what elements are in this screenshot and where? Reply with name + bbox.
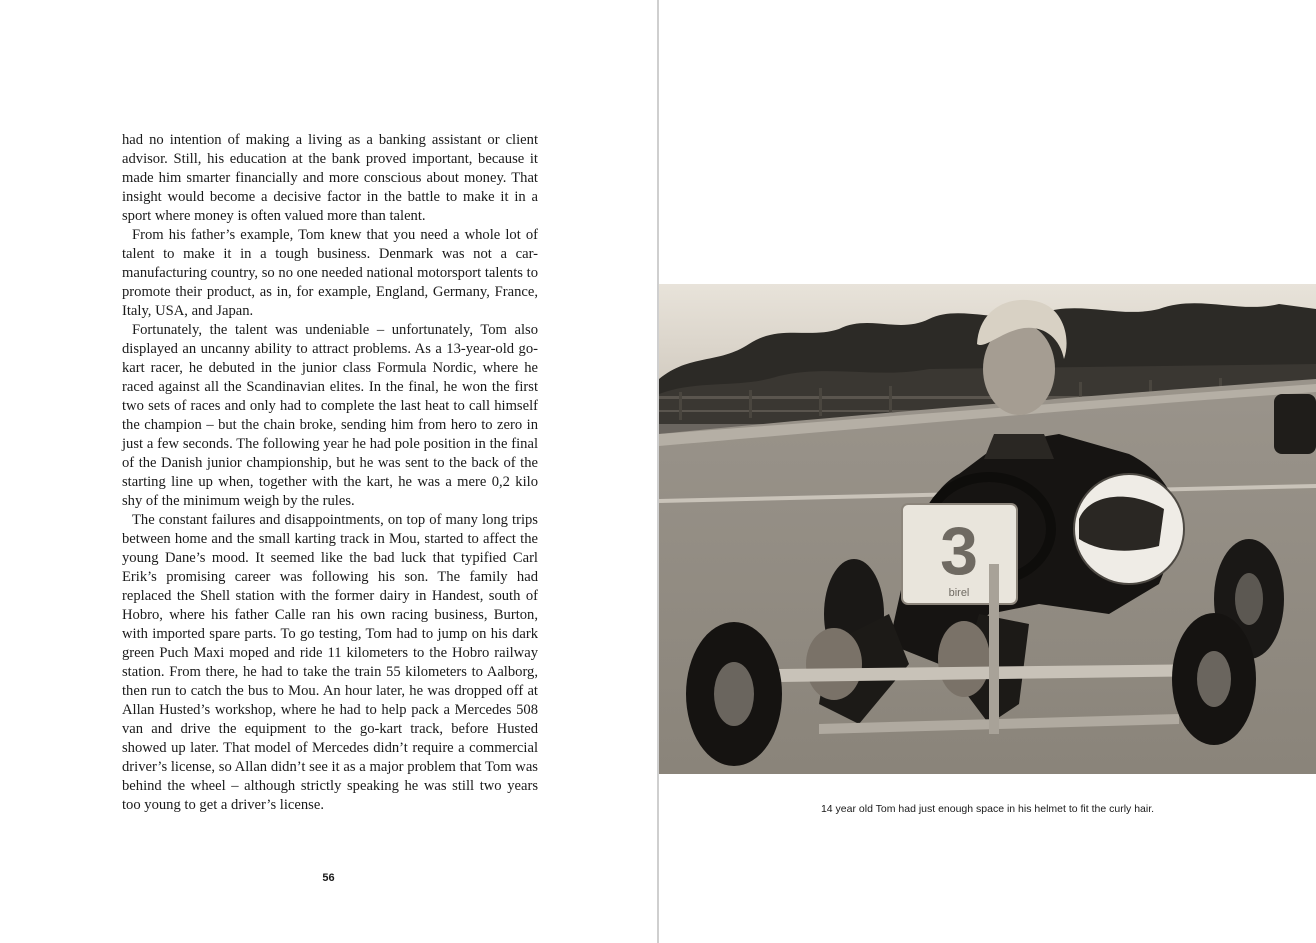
photo-caption: 14 year old Tom had just enough space in his helmet to fit the curly hair. bbox=[820, 803, 1155, 815]
go-kart-photo bbox=[659, 284, 1316, 774]
paragraph-1: had no intention of making a living as a banking assistant or client advisor. Still, his education at the bank proved important, because it made him smarter financially and more conscious about money. That insight would become a decisive factor in the battle to make it in a sport where money is often valued more than talent. bbox=[122, 132, 538, 224]
body-text bbox=[122, 131, 538, 815]
plate-brand: birel bbox=[948, 587, 970, 599]
paragraph-2: From his father’s example, Tom knew that you need a whole lot of talent to make it in a tough business. Denmark was not a car-manufacturing country, so no one needed national motorsport talents to promote their product, as in, for example, England, Germany, France, Italy, USA, and Japan. bbox=[122, 227, 538, 319]
go-kart-photo-illustration bbox=[659, 284, 1316, 774]
paragraph-3: Fortunately, the talent was undeniable – unfortunately, Tom also displayed an uncanny ability to attract problems. As a 13-year-old go-kart racer, he debuted in the junior class Formula Nordic, where he raced against all the Scandinavian elites. In the final, he won the first two sets of races and only had to complete the last heat to call himself the champion – but the chain broke, sending him from hero to zero in just a few seconds. The following year he had pole position in the final of the Danish junior championship, but he was sent to the back of the starting line up when, together with the kart, he was a mere 0,2 kilo shy of the minimum weigh by the rules. bbox=[122, 322, 538, 509]
paragraph-4: The constant failures and disappointments, on top of many long trips between home and the small karting track in Mou, started to affect the young Dane’s mood. It seemed like the bad luck that typified Carl Erik’s promising career was following his son. The family had replaced the Shell station with the former dairy in Handest, south of Hobro, where his father Calle ran his own racing business, Burton, with imported spare parts. To go testing, Tom had to jump on his dark green Puch Maxi moped and ride 11 kilometers to the Hobro railway station. From there, he had to take the train 55 kilometers to Aalborg, then run to catch the bus to Mou. An hour later, he was dropped off at Allan Husted’s workshop, where he had to help pack a Mercedes 508 van and drive the equipment to the go-kart track, before Husted showed up later. That model of Mercedes didn’t require a commercial driver’s license, so Allan didn’t see it as a major problem that Tom was behind the wheel – although strictly speaking he was still two years too young to get a driver’s license. bbox=[122, 512, 538, 813]
right-page bbox=[659, 0, 1316, 943]
left-page bbox=[0, 0, 657, 943]
page-number: 56 bbox=[322, 872, 335, 884]
kart-number: 3 bbox=[940, 513, 978, 589]
